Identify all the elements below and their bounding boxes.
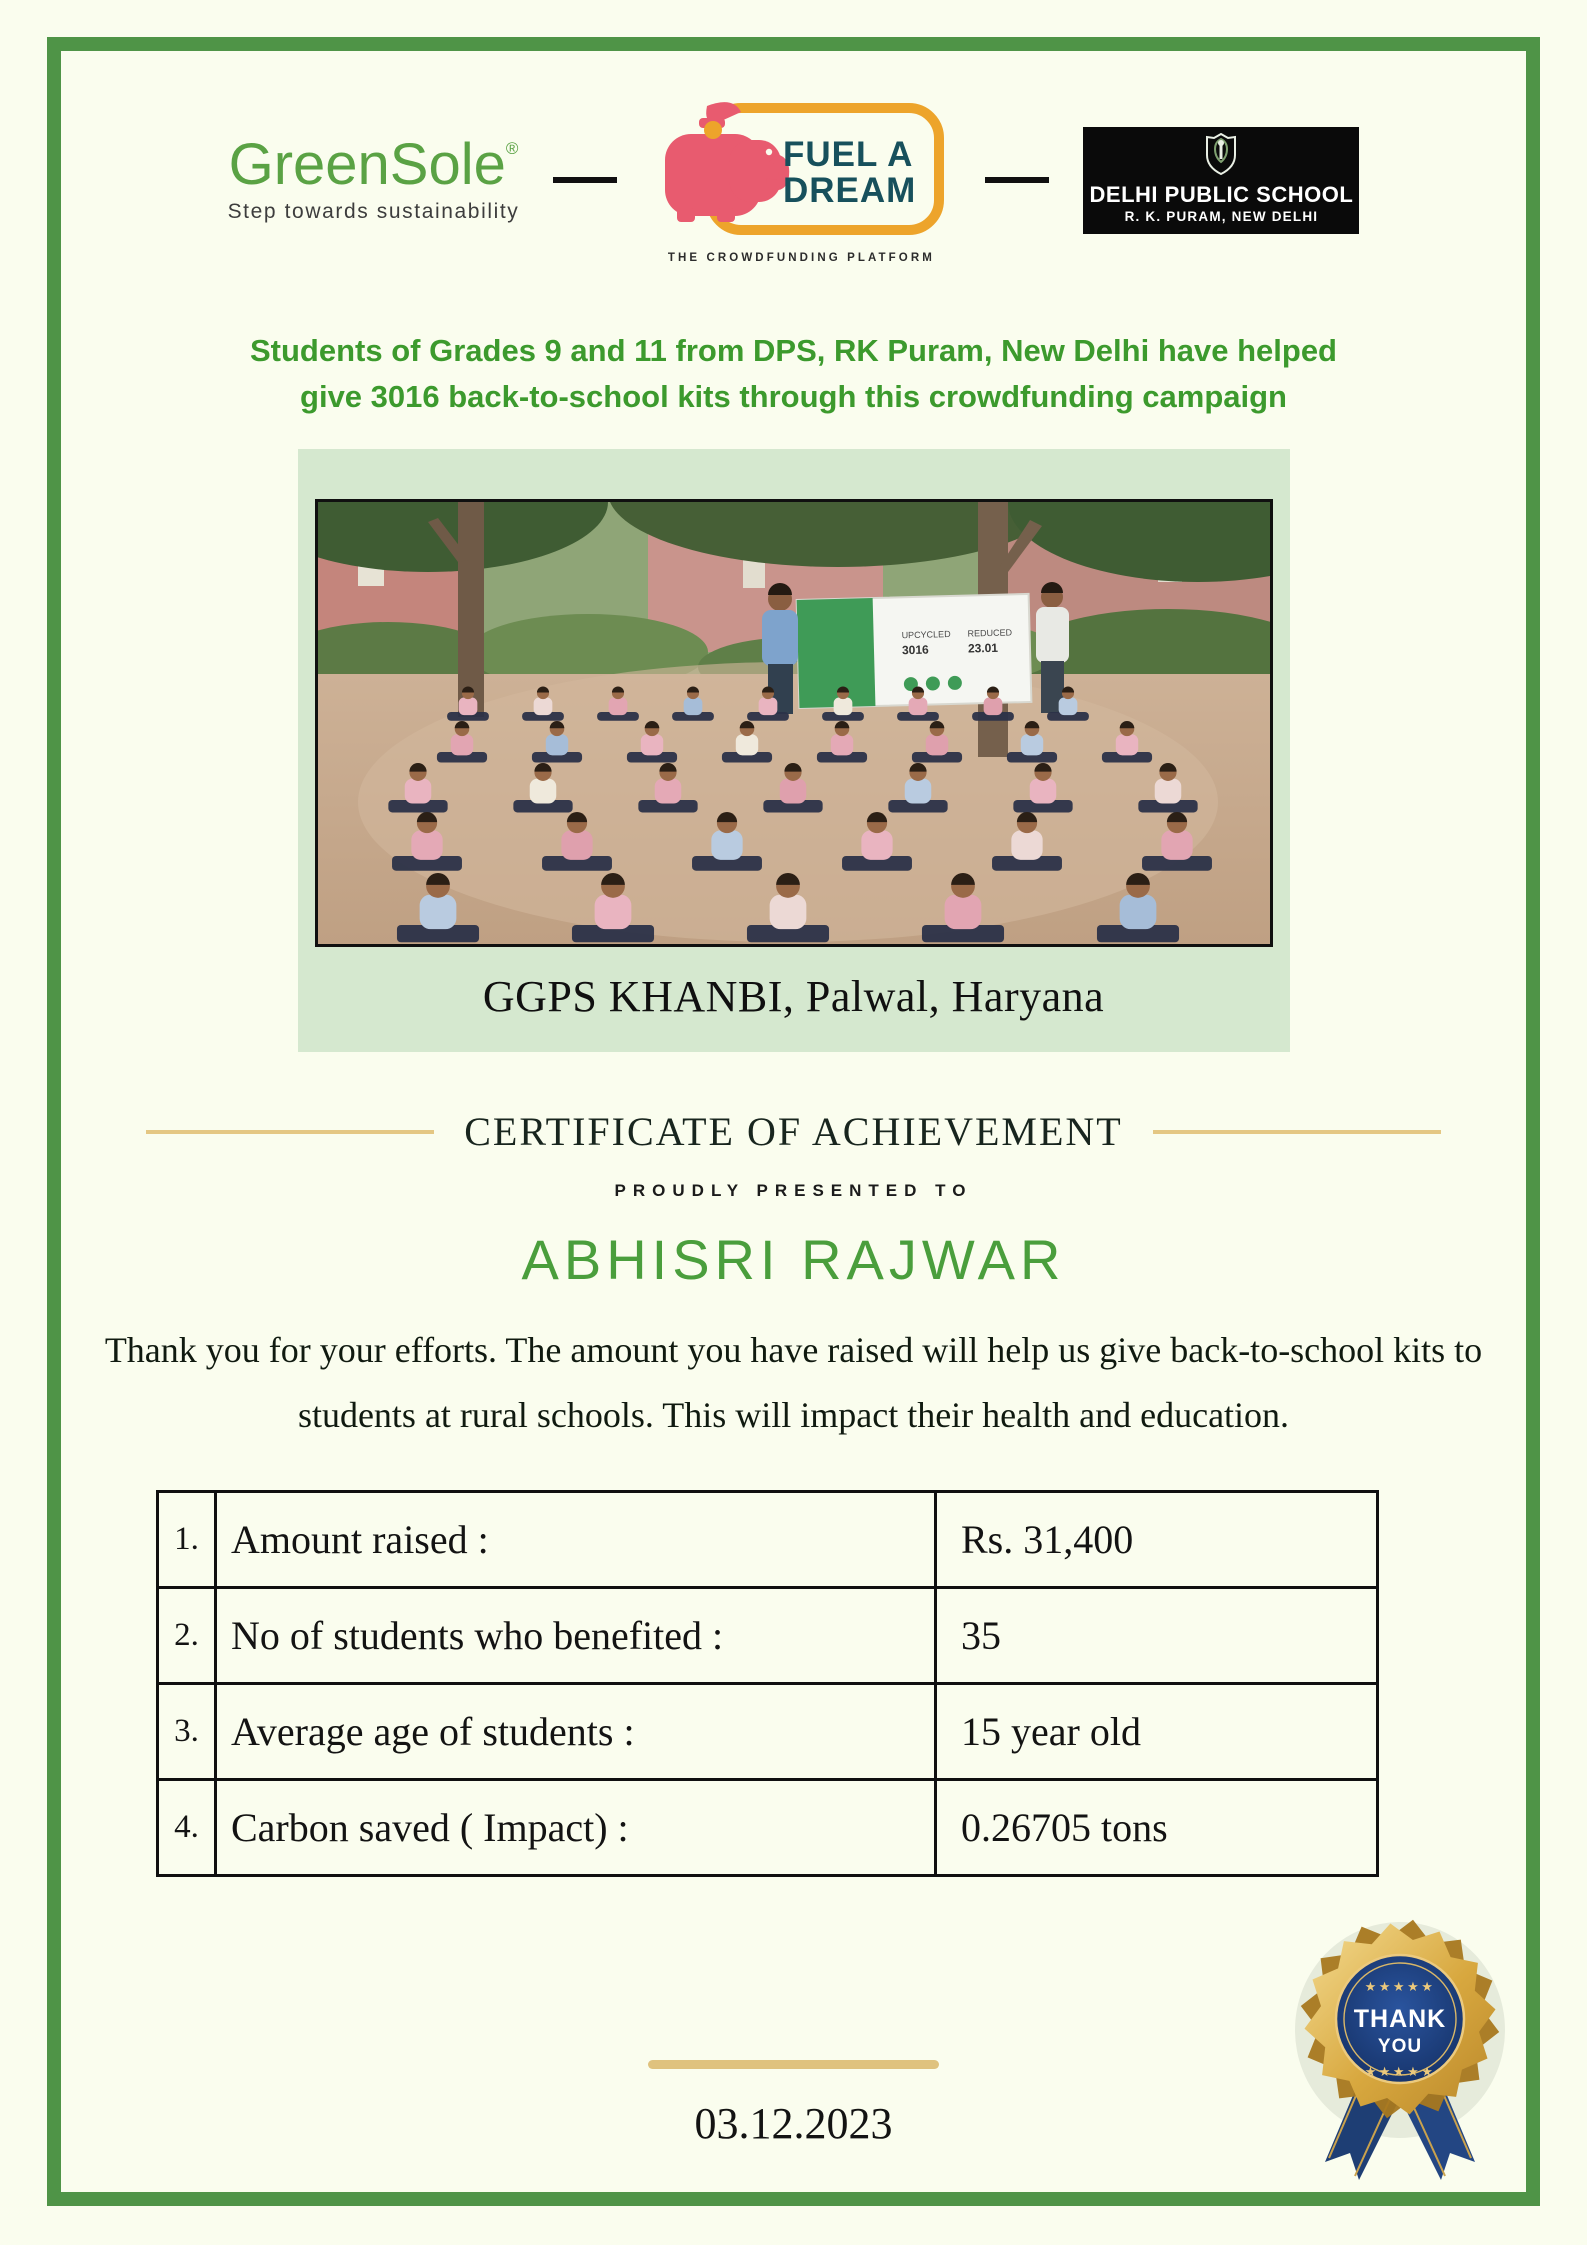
greensole-tagline: Step towards sustainability [227,200,520,223]
gold-line-right [1153,1130,1441,1134]
logos-row [0,0,1587,264]
impact-table [156,1490,1379,1877]
headline-line2: give 3016 back-to-school kits through this crowdfunding campaign [300,378,1287,414]
photo-illustration [318,502,1270,944]
banner-stat1-value: 3016 [901,642,929,658]
row-label: Average age of students : [216,1683,936,1779]
greensole-name: GreenSole [228,132,506,197]
table-row [158,1779,1378,1875]
table-row [158,1587,1378,1683]
fuel-a-dream-logo [651,96,951,264]
thank-you-message: Thank you for your efforts. The amount you have raised will help us give back-to-school kits to students at rural schools. This will impact their health and education. [104,1330,1483,1435]
row-label: No of students who benefited : [216,1587,936,1683]
table-row [158,1491,1378,1587]
row-label: Carbon saved ( Impact) : [216,1779,936,1875]
headline-line1: Students of Grades 9 and 11 from DPS, RK Puram, New Delhi have helped [250,333,1337,368]
banner-stat2-value: 23.01 [967,640,998,656]
greensole-wordmark [228,132,520,197]
fad-line2: DREAM [783,171,917,210]
badge-stars-bottom: ★★★★★ [1364,2064,1436,2079]
row-number: 2. [158,1587,216,1683]
fuel-a-dream-icon [651,96,951,246]
row-value: 0.26705 tons [936,1779,1378,1875]
separator-dash [985,177,1049,183]
dps-crest-icon [1202,133,1240,175]
presented-to-label: PROUDLY PRESENTED TO [614,1181,973,1201]
row-value: Rs. 31,400 [936,1491,1378,1587]
banner-stat2-label: REDUCED [966,627,1012,639]
campaign-headline [0,328,1587,419]
row-value: 15 year old [936,1683,1378,1779]
row-value: 35 [936,1587,1378,1683]
row-number: 4. [158,1779,216,1875]
dps-line1: DELHI PUBLIC SCHOOL [1089,181,1354,207]
dps-line2: R. K. PURAM, NEW DELHI [1124,208,1319,224]
certificate-date: 03.12.2023 [694,2099,893,2148]
row-label: Amount raised : [216,1491,936,1587]
banner-stat1-label: UPCYCLED [900,629,951,641]
separator-dash [553,177,617,183]
row-number: 3. [158,1683,216,1779]
row-number: 1. [158,1491,216,1587]
gold-divider [648,2060,939,2069]
certificate-title: CERTIFICATE OF ACHIEVEMENT [464,1109,1123,1155]
photo-card [298,449,1290,1052]
fad-line1: FUEL A [783,135,914,174]
badge-stars-top: ★★★★★ [1364,1979,1436,1994]
greensole-logo [227,132,520,224]
fad-tagline: THE CROWDFUNDING PLATFORM [667,252,935,264]
table-row [158,1683,1378,1779]
registered-mark: ® [505,139,519,158]
badge-line1: THANK [1353,2005,1447,2033]
badge-line2: YOU [1377,2036,1423,2057]
photo-caption: GGPS KHANBI, Palwal, Haryana [482,972,1105,1022]
gold-line-left [146,1130,434,1134]
dps-logo [1083,127,1359,234]
school-photo [315,499,1273,947]
recipient-name: ABHISRI RAJWAR [521,1228,1066,1292]
certificate-title-row [0,1108,1587,1155]
